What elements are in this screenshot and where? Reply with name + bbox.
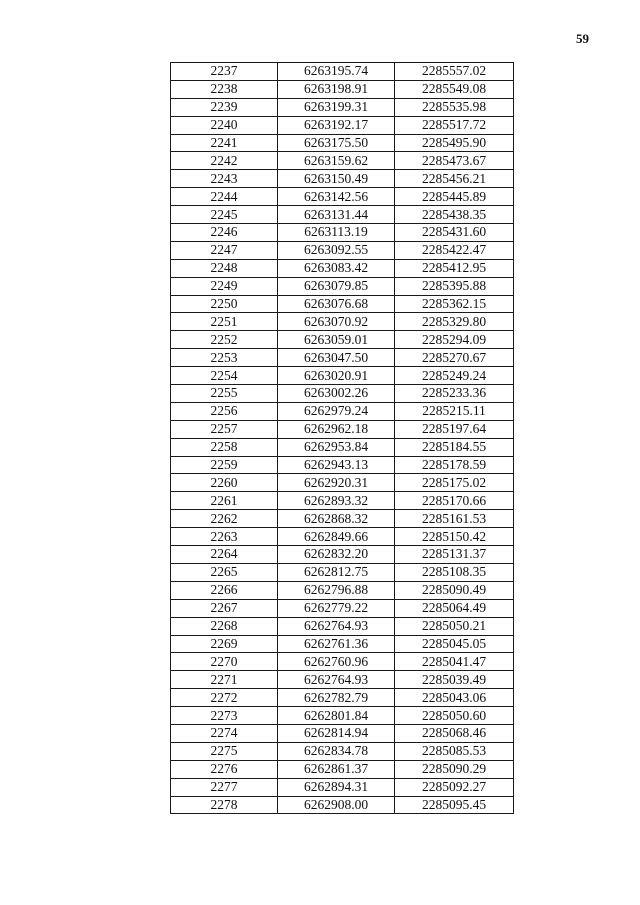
y-coordinate-cell: 2285495.90 <box>395 134 514 152</box>
point-number-cell: 2259 <box>171 456 278 474</box>
point-number-cell: 2272 <box>171 689 278 707</box>
y-coordinate-cell: 2285395.88 <box>395 277 514 295</box>
point-number-cell: 2242 <box>171 152 278 170</box>
point-number-cell: 2269 <box>171 635 278 653</box>
y-coordinate-cell: 2285215.11 <box>395 402 514 420</box>
page-number: 59 <box>576 31 589 46</box>
table-row <box>171 671 514 689</box>
y-coordinate-cell: 2285329.80 <box>395 313 514 331</box>
table-row <box>171 80 514 98</box>
table-row <box>171 206 514 224</box>
x-coordinate-cell: 6263195.74 <box>278 63 395 81</box>
point-number-cell: 2254 <box>171 367 278 385</box>
table-row <box>171 170 514 188</box>
table-row <box>171 707 514 725</box>
table-row <box>171 581 514 599</box>
point-number-cell: 2246 <box>171 224 278 242</box>
y-coordinate-cell: 2285249.24 <box>395 367 514 385</box>
point-number-cell: 2274 <box>171 724 278 742</box>
table-row <box>171 599 514 617</box>
y-coordinate-cell: 2285535.98 <box>395 98 514 116</box>
x-coordinate-cell: 6263047.50 <box>278 349 395 367</box>
y-coordinate-cell: 2285270.67 <box>395 349 514 367</box>
point-number-cell: 2260 <box>171 474 278 492</box>
y-coordinate-cell: 2285456.21 <box>395 170 514 188</box>
x-coordinate-cell: 6262962.18 <box>278 420 395 438</box>
x-coordinate-cell: 6262764.93 <box>278 617 395 635</box>
y-coordinate-cell: 2285092.27 <box>395 778 514 796</box>
point-number-cell: 2271 <box>171 671 278 689</box>
table-row <box>171 385 514 403</box>
y-coordinate-cell: 2285041.47 <box>395 653 514 671</box>
x-coordinate-cell: 6263142.56 <box>278 188 395 206</box>
point-number-cell: 2237 <box>171 63 278 81</box>
table-row <box>171 331 514 349</box>
y-coordinate-cell: 2285068.46 <box>395 724 514 742</box>
point-number-cell: 2253 <box>171 349 278 367</box>
y-coordinate-cell: 2285362.15 <box>395 295 514 313</box>
x-coordinate-cell: 6262979.24 <box>278 402 395 420</box>
point-number-cell: 2252 <box>171 331 278 349</box>
y-coordinate-cell: 2285090.49 <box>395 581 514 599</box>
table-row <box>171 134 514 152</box>
point-number-cell: 2239 <box>171 98 278 116</box>
table-row <box>171 563 514 581</box>
y-coordinate-cell: 2285438.35 <box>395 206 514 224</box>
x-coordinate-cell: 6263113.19 <box>278 224 395 242</box>
x-coordinate-cell: 6262943.13 <box>278 456 395 474</box>
table-row <box>171 689 514 707</box>
point-number-cell: 2256 <box>171 402 278 420</box>
x-coordinate-cell: 6262834.78 <box>278 742 395 760</box>
table-row <box>171 778 514 796</box>
table-row <box>171 742 514 760</box>
y-coordinate-cell: 2285090.29 <box>395 760 514 778</box>
x-coordinate-cell: 6263076.68 <box>278 295 395 313</box>
y-coordinate-cell: 2285557.02 <box>395 63 514 81</box>
table-row <box>171 760 514 778</box>
y-coordinate-cell: 2285431.60 <box>395 224 514 242</box>
y-coordinate-cell: 2285170.66 <box>395 492 514 510</box>
table-row <box>171 402 514 420</box>
y-coordinate-cell: 2285064.49 <box>395 599 514 617</box>
coordinates-table <box>170 62 514 814</box>
y-coordinate-cell: 2285197.64 <box>395 420 514 438</box>
coordinates-table-body <box>171 63 514 814</box>
y-coordinate-cell: 2285473.67 <box>395 152 514 170</box>
y-coordinate-cell: 2285050.60 <box>395 707 514 725</box>
table-row <box>171 152 514 170</box>
y-coordinate-cell: 2285131.37 <box>395 546 514 564</box>
table-row <box>171 367 514 385</box>
point-number-cell: 2251 <box>171 313 278 331</box>
point-number-cell: 2243 <box>171 170 278 188</box>
x-coordinate-cell: 6263131.44 <box>278 206 395 224</box>
table-row <box>171 349 514 367</box>
x-coordinate-cell: 6263092.55 <box>278 241 395 259</box>
table-row <box>171 224 514 242</box>
table-row <box>171 438 514 456</box>
y-coordinate-cell: 2285050.21 <box>395 617 514 635</box>
y-coordinate-cell: 2285445.89 <box>395 188 514 206</box>
table-row <box>171 653 514 671</box>
y-coordinate-cell: 2285412.95 <box>395 259 514 277</box>
table-row <box>171 295 514 313</box>
table-row <box>171 241 514 259</box>
x-coordinate-cell: 6263150.49 <box>278 170 395 188</box>
point-number-cell: 2278 <box>171 796 278 814</box>
point-number-cell: 2257 <box>171 420 278 438</box>
point-number-cell: 2276 <box>171 760 278 778</box>
x-coordinate-cell: 6263079.85 <box>278 277 395 295</box>
point-number-cell: 2261 <box>171 492 278 510</box>
x-coordinate-cell: 6263059.01 <box>278 331 395 349</box>
table-row <box>171 277 514 295</box>
x-coordinate-cell: 6263002.26 <box>278 385 395 403</box>
point-number-cell: 2265 <box>171 563 278 581</box>
x-coordinate-cell: 6262920.31 <box>278 474 395 492</box>
point-number-cell: 2240 <box>171 116 278 134</box>
table-row <box>171 796 514 814</box>
x-coordinate-cell: 6262779.22 <box>278 599 395 617</box>
table-row <box>171 98 514 116</box>
point-number-cell: 2263 <box>171 528 278 546</box>
point-number-cell: 2241 <box>171 134 278 152</box>
y-coordinate-cell: 2285175.02 <box>395 474 514 492</box>
x-coordinate-cell: 6262908.00 <box>278 796 395 814</box>
point-number-cell: 2275 <box>171 742 278 760</box>
y-coordinate-cell: 2285517.72 <box>395 116 514 134</box>
x-coordinate-cell: 6262761.36 <box>278 635 395 653</box>
x-coordinate-cell: 6263070.92 <box>278 313 395 331</box>
table-row <box>171 188 514 206</box>
x-coordinate-cell: 6263198.91 <box>278 80 395 98</box>
x-coordinate-cell: 6263083.42 <box>278 259 395 277</box>
point-number-cell: 2258 <box>171 438 278 456</box>
point-number-cell: 2244 <box>171 188 278 206</box>
table-row <box>171 510 514 528</box>
table-row <box>171 474 514 492</box>
point-number-cell: 2264 <box>171 546 278 564</box>
table-row <box>171 116 514 134</box>
x-coordinate-cell: 6262832.20 <box>278 546 395 564</box>
point-number-cell: 2249 <box>171 277 278 295</box>
point-number-cell: 2255 <box>171 385 278 403</box>
y-coordinate-cell: 2285085.53 <box>395 742 514 760</box>
x-coordinate-cell: 6263020.91 <box>278 367 395 385</box>
y-coordinate-cell: 2285045.05 <box>395 635 514 653</box>
y-coordinate-cell: 2285184.55 <box>395 438 514 456</box>
y-coordinate-cell: 2285549.08 <box>395 80 514 98</box>
x-coordinate-cell: 6263199.31 <box>278 98 395 116</box>
y-coordinate-cell: 2285095.45 <box>395 796 514 814</box>
point-number-cell: 2238 <box>171 80 278 98</box>
x-coordinate-cell: 6262764.93 <box>278 671 395 689</box>
y-coordinate-cell: 2285294.09 <box>395 331 514 349</box>
point-number-cell: 2250 <box>171 295 278 313</box>
y-coordinate-cell: 2285422.47 <box>395 241 514 259</box>
x-coordinate-cell: 6263175.50 <box>278 134 395 152</box>
x-coordinate-cell: 6262760.96 <box>278 653 395 671</box>
table-row <box>171 313 514 331</box>
x-coordinate-cell: 6262893.32 <box>278 492 395 510</box>
table-row <box>171 63 514 81</box>
x-coordinate-cell: 6262849.66 <box>278 528 395 546</box>
x-coordinate-cell: 6262894.31 <box>278 778 395 796</box>
x-coordinate-cell: 6262861.37 <box>278 760 395 778</box>
table-row <box>171 492 514 510</box>
table-row <box>171 724 514 742</box>
point-number-cell: 2248 <box>171 259 278 277</box>
x-coordinate-cell: 6262801.84 <box>278 707 395 725</box>
point-number-cell: 2277 <box>171 778 278 796</box>
y-coordinate-cell: 2285039.49 <box>395 671 514 689</box>
y-coordinate-cell: 2285233.36 <box>395 385 514 403</box>
y-coordinate-cell: 2285150.42 <box>395 528 514 546</box>
point-number-cell: 2270 <box>171 653 278 671</box>
point-number-cell: 2267 <box>171 599 278 617</box>
table-row <box>171 456 514 474</box>
table-row <box>171 546 514 564</box>
point-number-cell: 2247 <box>171 241 278 259</box>
y-coordinate-cell: 2285108.35 <box>395 563 514 581</box>
point-number-cell: 2268 <box>171 617 278 635</box>
table-row <box>171 259 514 277</box>
x-coordinate-cell: 6262812.75 <box>278 563 395 581</box>
x-coordinate-cell: 6262814.94 <box>278 724 395 742</box>
table-row <box>171 617 514 635</box>
point-number-cell: 2245 <box>171 206 278 224</box>
x-coordinate-cell: 6262953.84 <box>278 438 395 456</box>
x-coordinate-cell: 6263159.62 <box>278 152 395 170</box>
x-coordinate-cell: 6262796.88 <box>278 581 395 599</box>
y-coordinate-cell: 2285178.59 <box>395 456 514 474</box>
table-row <box>171 420 514 438</box>
x-coordinate-cell: 6262868.32 <box>278 510 395 528</box>
point-number-cell: 2262 <box>171 510 278 528</box>
point-number-cell: 2273 <box>171 707 278 725</box>
y-coordinate-cell: 2285161.53 <box>395 510 514 528</box>
y-coordinate-cell: 2285043.06 <box>395 689 514 707</box>
table-row <box>171 528 514 546</box>
x-coordinate-cell: 6262782.79 <box>278 689 395 707</box>
x-coordinate-cell: 6263192.17 <box>278 116 395 134</box>
table-row <box>171 635 514 653</box>
point-number-cell: 2266 <box>171 581 278 599</box>
